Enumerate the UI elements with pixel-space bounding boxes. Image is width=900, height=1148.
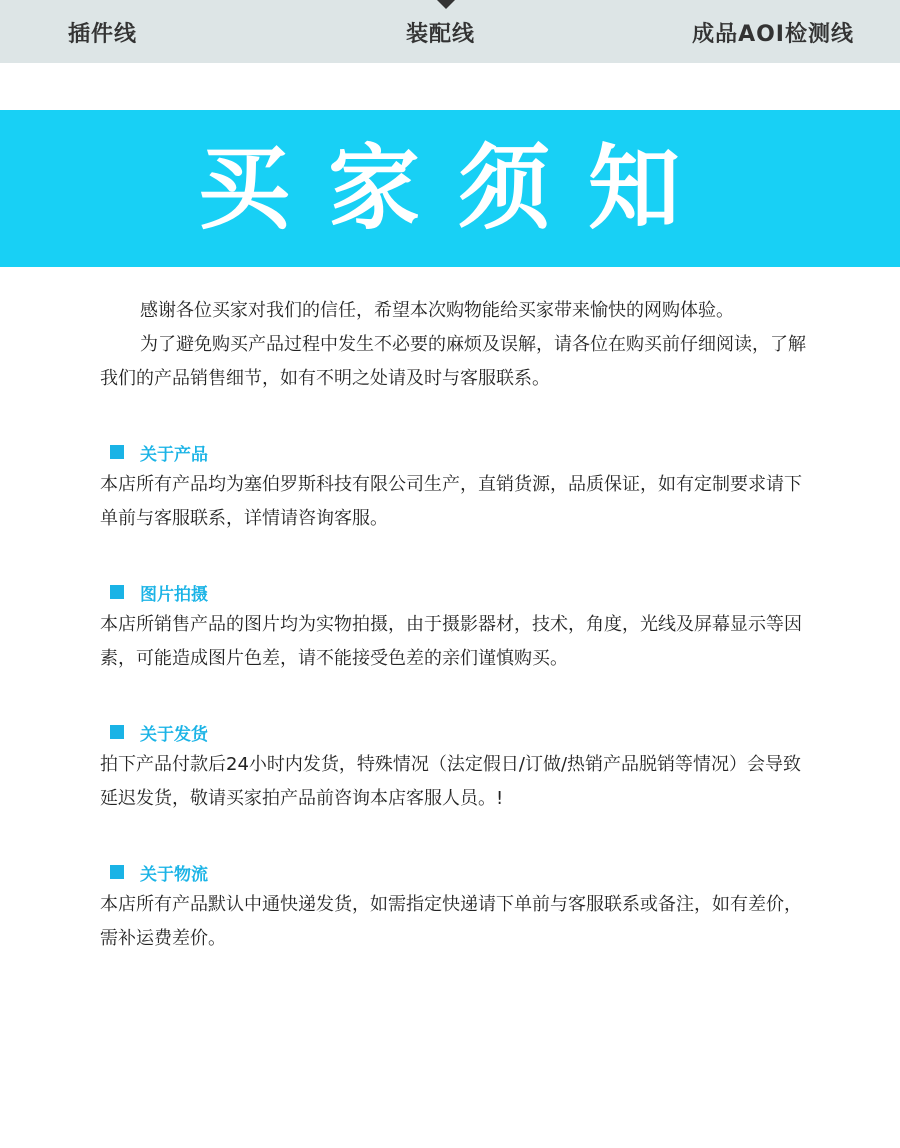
section-body: 本店所有产品默认中通快递发货，如需指定快递请下单前与客服联系或备注，如有差价，需补运费差价。 [100,894,802,949]
square-bullet-icon [110,725,124,739]
banner-title: 买家须知 [197,135,718,242]
section-shipping [100,716,810,816]
section-heading-text: 图片拍摄 [140,584,208,605]
square-bullet-icon [110,445,124,459]
square-bullet-icon [110,585,124,599]
section-heading [110,716,810,748]
section-heading-text: 关于物流 [140,864,208,885]
section-heading-text: 关于产品 [140,444,208,465]
section-body: 本店所销售产品的图片均为实物拍摄，由于摄影器材，技术，角度，光线及屏幕显示等因素，可能造成图片色差，请不能接受色差的亲们谨慎购买。 [100,614,802,669]
process-step-aoi-inspection: 成品AOI检测线 [692,22,854,47]
process-step-insertion: 插件线 [68,22,138,47]
section-photos [100,576,810,676]
square-bullet-icon [110,865,124,879]
intro-paragraph-2: 为了避免购买产品过程中发生不必要的麻烦及误解，请各位在购买前仔细阅读，了解我们的产品销售细节，如有不明之处请及时与客服联系。 [100,334,806,389]
section-product [100,436,810,536]
pointer-indicator-icon [437,0,455,9]
section-heading [110,856,810,888]
process-step-assembly: 装配线 [406,22,476,47]
process-bar [0,0,900,63]
notice-banner [0,110,900,267]
section-heading [110,436,810,468]
notice-content [100,294,810,956]
section-heading-text: 关于发货 [140,724,208,745]
section-body: 拍下产品付款后24小时内发货，特殊情况（法定假日/订做/热销产品脱销等情况）会导致延迟发货，敬请买家拍产品前咨询本店客服人员。! [100,754,802,809]
section-body: 本店所有产品均为塞伯罗斯科技有限公司生产，直销货源，品质保证，如有定制要求请下单前与客服联系，详情请咨询客服。 [100,474,802,529]
section-logistics [100,856,810,956]
section-heading [110,576,810,608]
intro-paragraph-1: 感谢各位买家对我们的信任，希望本次购物能给买家带来愉快的网购体验。 [140,300,734,321]
